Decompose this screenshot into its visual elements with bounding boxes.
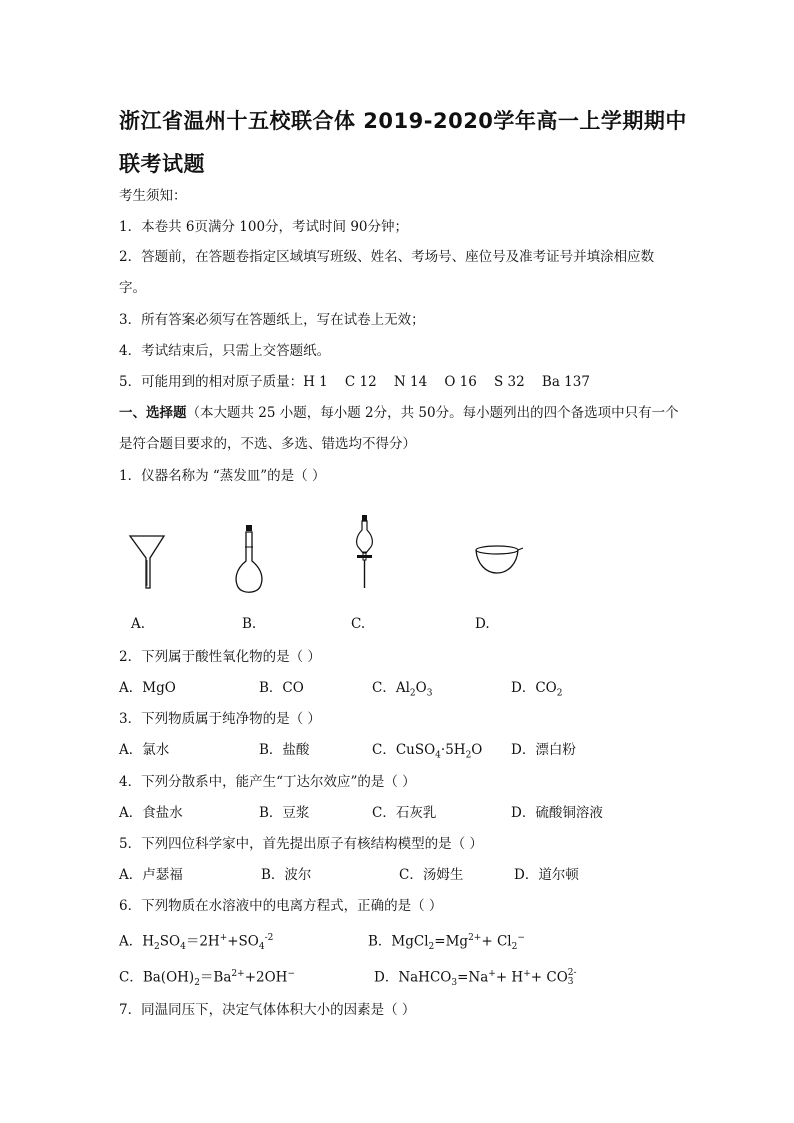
notice-item-4: 4．考试结束后，只需上交答题纸。 xyxy=(119,343,331,359)
q4-option-a: A．食盐水 xyxy=(119,805,183,821)
q4-option-c: C．石灰乳 xyxy=(372,805,437,821)
q5-option-b: B．波尔 xyxy=(261,867,312,883)
q3-option-b: B．盐酸 xyxy=(259,742,310,758)
question-4-stem: 4．下列分散系中，能产生“丁达尔效应”的是（ ） xyxy=(119,774,416,790)
notice-item-1: 1．本卷共 6页满分 100分，考试时间 90分钟； xyxy=(119,219,408,235)
notice-item-5: 5．可能用到的相对原子质量：H 1 C 12 N 14 O 16 S 32 Ba 137 xyxy=(119,374,590,390)
question-2-stem: 2．下列属于酸性氧化物的是（ ） xyxy=(119,649,321,665)
q6-option-d: D．NaHCO$_3$=Na++ H++ CO 2- 3 xyxy=(374,968,577,989)
question-3-stem: 3．下列物质属于纯净物的是（ ） xyxy=(119,711,321,727)
separatory-funnel-figure xyxy=(350,512,380,592)
evaporating-dish-figure xyxy=(472,542,527,578)
q3-option-d: D．漂白粉 xyxy=(511,742,576,758)
question-1-stem: 1．仪器名称为 “蒸发皿”的是（ ） xyxy=(119,468,326,484)
q4-option-d: D．硫酸铜溶液 xyxy=(511,805,603,821)
q5-option-d: D．道尔顿 xyxy=(514,867,579,883)
q3-option-c: C．$CuSO_4\cdot 5H_2O$ xyxy=(372,742,483,761)
q3-option-a: A．氯水 xyxy=(119,742,170,758)
q5-option-c: C．汤姆生 xyxy=(399,867,464,883)
question-7-stem: 7．同温同压下，决定气体体积大小的因素是（ ） xyxy=(119,1002,416,1018)
q2-option-c: C．$Al_2O_3$ xyxy=(372,680,433,699)
q1-option-a: A. xyxy=(131,616,146,632)
notice-item-3: 3．所有答案必须写在答题纸上，写在试卷上无效； xyxy=(119,312,425,328)
q4-option-b: B．豆浆 xyxy=(259,805,310,821)
q6-option-a: A．$H_2SO_4=2H^++SO_4^{-2}$ xyxy=(119,933,274,953)
q1-option-c: C. xyxy=(351,616,366,632)
q6-option-c: C．$Ba(OH)_2=Ba^{2+}+2OH^-$ xyxy=(119,969,295,989)
q2-option-b: B．CO xyxy=(259,680,304,696)
q1-option-d: D. xyxy=(475,616,490,632)
q5-option-a: A．卢瑟福 xyxy=(119,867,183,883)
q2-option-a: A．MgO xyxy=(119,680,176,696)
section-1-label: 一、选择题 xyxy=(119,405,187,421)
section-1-desc: （本大题共 25 小题，每小题 2分，共 50分。每小题列出的四个备选项中只有一个是符合题目要求的，不选、多选、错选均不得分） xyxy=(119,405,679,452)
question-5-stem: 5．下列四位科学家中，首先提出原子有核结构模型的是（ ） xyxy=(119,836,483,852)
funnel-figure xyxy=(125,530,170,592)
page-title: 浙江省温州十五校联合体 2019-2020学年高一上学期期中联考试题 xyxy=(119,109,687,176)
notice-item-2: 2．答题前，在答题卷指定区域填写班级、姓名、考场号、座位号及准考证号并填涂相应数字。 xyxy=(119,249,655,296)
q2-option-d: D．$CO_2$ xyxy=(511,680,563,699)
q6-option-b: B．$MgCl_2=Mg^{2+}+ Cl_2^-$ xyxy=(368,933,525,953)
section-1-intro xyxy=(119,398,679,460)
q1-option-b: B. xyxy=(242,616,257,632)
volumetric-flask-figure xyxy=(230,523,270,598)
notice-heading: 考生须知： xyxy=(119,188,187,204)
question-6-stem: 6．下列物质在水溶液中的电离方程式，正确的是（ ） xyxy=(119,898,443,914)
